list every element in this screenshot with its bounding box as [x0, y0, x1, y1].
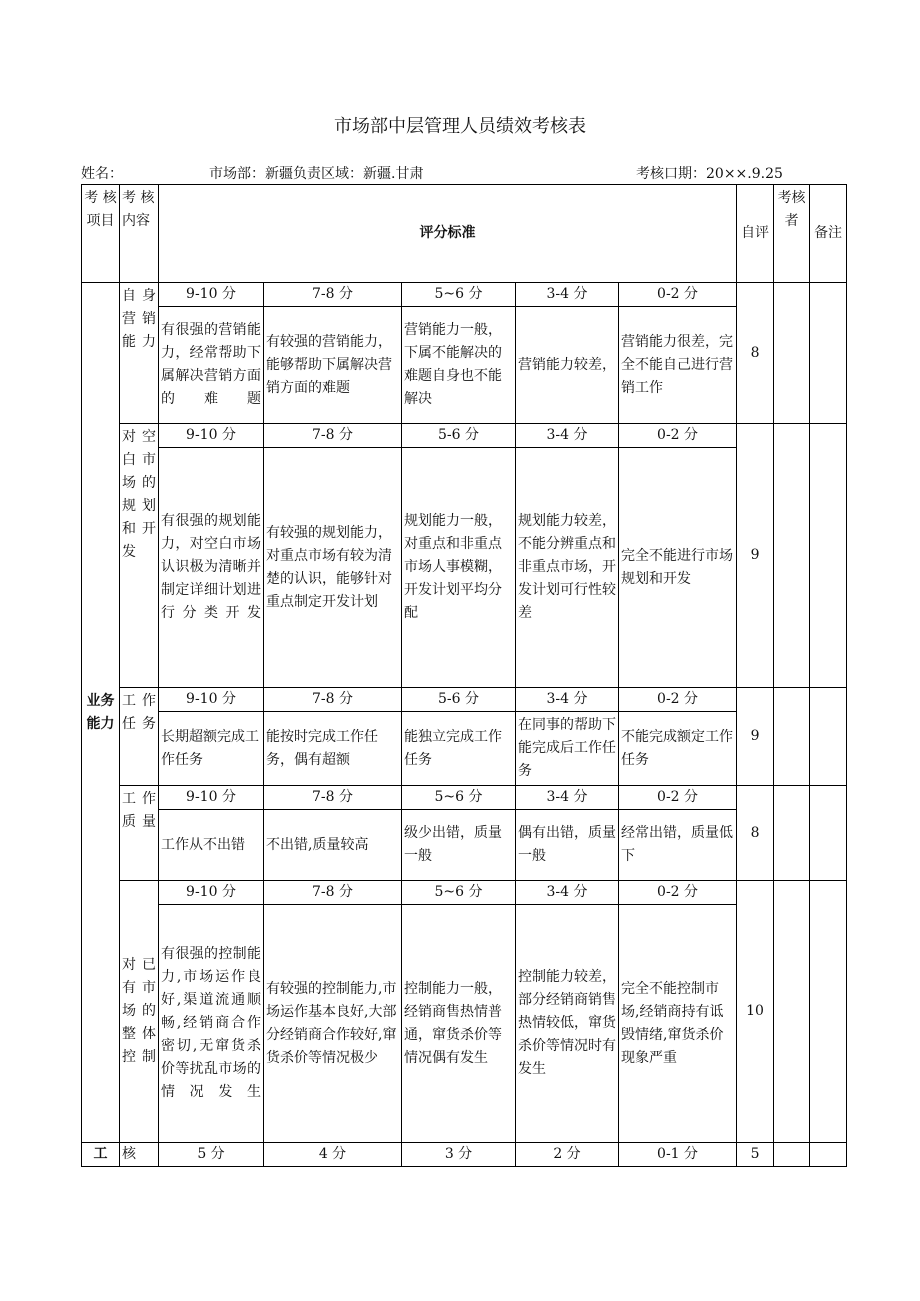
score-cell: 3-4 分 — [516, 688, 619, 712]
name-label: 姓名： — [81, 166, 123, 182]
desc-cell: 不出错,质量较高 — [264, 810, 402, 881]
desc-cell: 规划能力较差，不能分辨重点和非重点市场，开发计划可行性较差 — [516, 448, 619, 688]
self-score: 8 — [737, 786, 774, 881]
score-cell: 5~6 分 — [402, 881, 516, 905]
score-cell: 9-10 分 — [159, 283, 264, 307]
assessor-score — [774, 881, 810, 1143]
item-cell: 对 已有 市场 的整 体控制 — [120, 881, 159, 1143]
score-cell: 0-2 分 — [619, 786, 737, 810]
assessor-score — [774, 688, 810, 786]
desc-cell: 工作从不出错 — [159, 810, 264, 881]
header-assessor: 考核者 — [774, 185, 810, 283]
assessor-score — [774, 786, 810, 881]
desc-cell: 营销能力一般，下属不能解决的难题自身也不能解决 — [402, 307, 516, 424]
desc-cell: 级少出错，质量一般 — [402, 810, 516, 881]
header-project: 考 核项目 — [82, 185, 120, 283]
score-cell: 7-8 分 — [264, 688, 402, 712]
score-cell: 2 分 — [516, 1143, 619, 1167]
score-cell: 5-6 分 — [402, 688, 516, 712]
remark-cell — [810, 786, 847, 881]
score-cell: 7-8 分 — [264, 283, 402, 307]
desc-cell: 有很强的规划能力，对空白市场认识极为清晰并制定详细计划进行分类开发 — [159, 448, 264, 688]
self-score: 9 — [737, 424, 774, 688]
desc-cell: 在同事的帮助下能完成后工作任务 — [516, 712, 619, 786]
score-cell: 0-2 分 — [619, 424, 737, 448]
page-title: 市场部中层管理人员绩效考核表 — [334, 116, 586, 137]
remark-cell — [810, 1143, 847, 1167]
desc-cell: 控制能力较差，部分经销商销售热情较低，窜货杀价等情况时有发生 — [516, 905, 619, 1143]
assessor-score — [774, 283, 810, 424]
score-cell: 7-8 分 — [264, 881, 402, 905]
score-cell: 7-8 分 — [264, 786, 402, 810]
desc-cell: 有很强的营销能力，经常帮助下属解决营销方面的难题 — [159, 307, 264, 424]
score-cell: 0-2 分 — [619, 283, 737, 307]
desc-cell: 营销能力较差， — [516, 307, 619, 424]
score-cell: 9-10 分 — [159, 786, 264, 810]
category-cell: 业务能力 — [82, 283, 120, 1143]
remark-cell — [810, 881, 847, 1143]
last-category-cell: 工 — [82, 1143, 120, 1167]
score-cell: 3-4 分 — [516, 786, 619, 810]
score-cell: 3-4 分 — [516, 424, 619, 448]
assessor-score — [774, 424, 810, 688]
score-cell: 9-10 分 — [159, 688, 264, 712]
score-cell: 5~6 分 — [402, 283, 516, 307]
header-self: 自评 — [737, 185, 774, 283]
desc-cell: 能按时完成工作任务，偶有超额 — [264, 712, 402, 786]
score-cell: 0-2 分 — [619, 881, 737, 905]
desc-cell: 能独立完成工作任务 — [402, 712, 516, 786]
header-criteria: 评分标准 — [159, 185, 737, 283]
assessor-score — [774, 1143, 810, 1167]
score-cell: 4 分 — [264, 1143, 402, 1167]
score-cell: 9-10 分 — [159, 881, 264, 905]
self-score: 8 — [737, 283, 774, 424]
score-cell: 5 分 — [159, 1143, 264, 1167]
desc-cell: 长期超额完成工作任务 — [159, 712, 264, 786]
score-cell: 3-4 分 — [516, 881, 619, 905]
remark-cell — [810, 283, 847, 424]
desc-cell: 有较强的控制能力,市场运作基本良好,大部分经销商合作较好,窜货杀价等情况极少 — [264, 905, 402, 1143]
self-score: 9 — [737, 688, 774, 786]
desc-cell: 有较强的营销能力，能够帮助下属解决营销方面的难题 — [264, 307, 402, 424]
desc-cell: 营销能力很差，完全不能自己进行营销工作 — [619, 307, 737, 424]
item-cell: 对 空白 市场 的规 划和 开发 — [120, 424, 159, 688]
self-score: 5 — [737, 1143, 774, 1167]
score-cell: 0-2 分 — [619, 688, 737, 712]
remark-cell — [810, 424, 847, 688]
desc-cell: 有很强的控制能力,市场运作良好,渠道流通顺畅,经销商合作密切,无窜货杀价等扰乱市场的情况发生 — [159, 905, 264, 1143]
desc-cell: 控制能力一般，经销商售热情普通，窜货杀价等情况偶有发生 — [402, 905, 516, 1143]
header-content: 考 核内容 — [120, 185, 159, 283]
header-remark: 备注 — [810, 185, 847, 283]
score-cell: 7-8 分 — [264, 424, 402, 448]
score-cell: 0-1 分 — [619, 1143, 737, 1167]
score-cell: 9-10 分 — [159, 424, 264, 448]
desc-cell: 偶有出错，质量一般 — [516, 810, 619, 881]
score-cell: 5-6 分 — [402, 424, 516, 448]
score-cell: 3 分 — [402, 1143, 516, 1167]
self-score: 10 — [737, 881, 774, 1143]
last-item-cell: 核 — [120, 1143, 159, 1167]
assessment-date: 考核口期：20××.9.25 — [636, 166, 783, 182]
desc-cell: 不能完成额定工作任务 — [619, 712, 737, 786]
item-cell: 自 身营 销能力 — [120, 283, 159, 424]
assessment-table — [81, 184, 847, 1167]
desc-cell: 有较强的规划能力，对重点市场有较为清楚的认识，能够针对重点制定开发计划 — [264, 448, 402, 688]
item-cell: 工 作质量 — [120, 786, 159, 881]
desc-cell: 完全不能进行市场规划和开发 — [619, 448, 737, 688]
score-cell: 5~6 分 — [402, 786, 516, 810]
desc-cell: 完全不能控制市场,经销商持有诋毁情绪,窜货杀价现象严重 — [619, 905, 737, 1143]
item-cell: 工 作任务 — [120, 688, 159, 786]
desc-cell: 经常出错，质量低下 — [619, 810, 737, 881]
remark-cell — [810, 688, 847, 786]
dept-info: 市场部：新疆负责区域：新疆.甘肃 — [209, 166, 424, 182]
desc-cell: 规划能力一般，对重点和非重点市场人事模糊，开发计划平均分配 — [402, 448, 516, 688]
score-cell: 3-4 分 — [516, 283, 619, 307]
